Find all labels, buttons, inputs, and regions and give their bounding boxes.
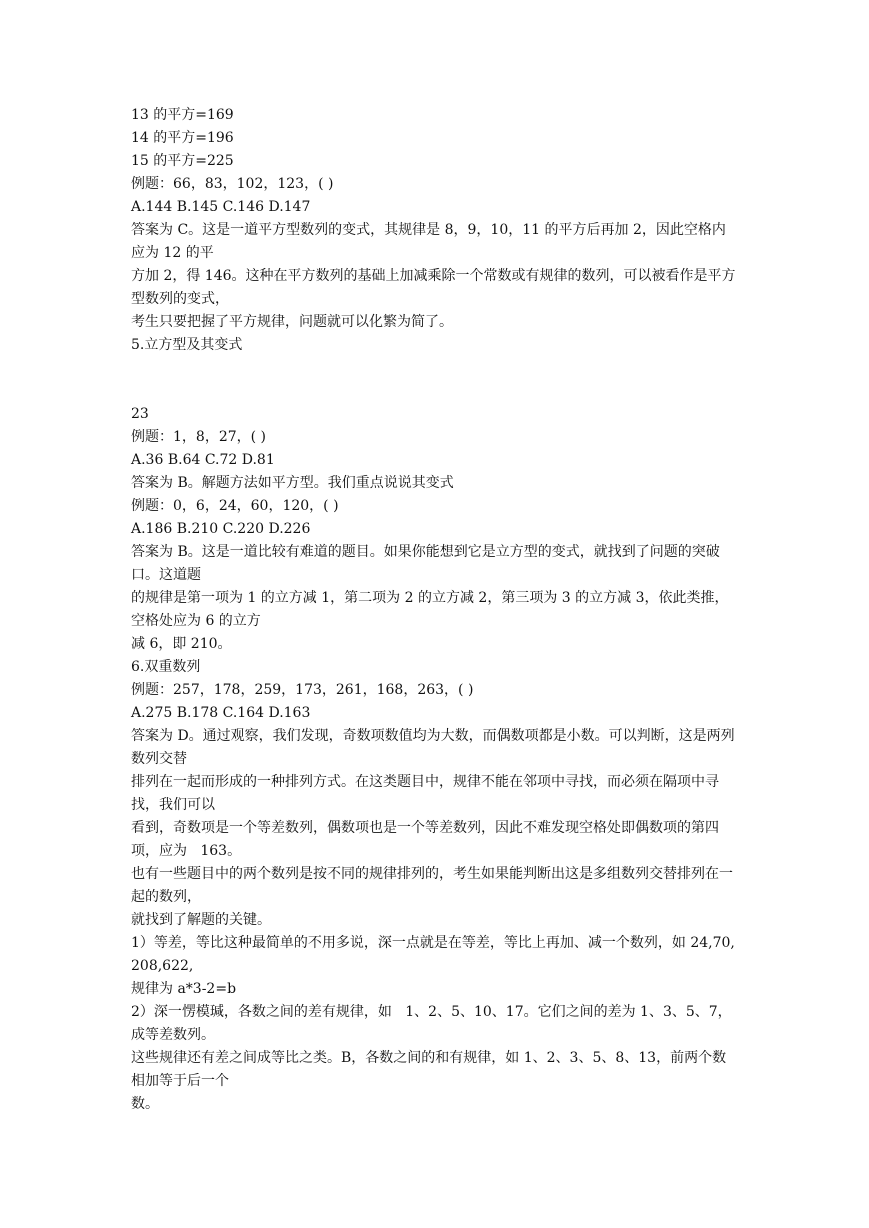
example-question: 例题：257，178，259，173，261，168，263，( ): [131, 682, 474, 698]
answer-explanation: 的规律是第一项为 1 的立方减 1，第二项为 2 的立方减 2，第三项为 3 的立方减 3，依此类推，空格处应为 6 的立方: [131, 590, 729, 629]
text-line: 减 6，即 210。: [131, 636, 232, 652]
answer-options: A.275 B.178 C.164 D.163: [131, 705, 311, 721]
formula-fragment: 23: [131, 406, 149, 422]
text-line: 数。: [131, 1096, 159, 1112]
text-line: 就找到了解题的关键。: [131, 912, 271, 928]
example-question: 例题：0，6，24，60，120，( ): [131, 498, 339, 514]
text-line: 14 的平方=196: [131, 130, 234, 146]
text-line: 15 的平方=225: [131, 153, 234, 169]
answer-explanation: 答案为 C。这是一道平方型数列的变式，其规律是 8，9，10，11 的平方后再加 2，因此空格内应为 12 的平: [131, 222, 726, 261]
answer-options: A.144 B.145 C.146 D.147: [131, 199, 311, 215]
answer-options: A.186 B.210 C.220 D.226: [131, 521, 311, 537]
text-line: 考生只要把握了平方规律，问题就可以化繁为简了。: [131, 314, 453, 330]
answer-explanation: 看到，奇数项是一个等差数列，偶数项也是一个等差数列，因此不难发现空格处即偶数项的第四项，应为 163。: [131, 820, 719, 859]
rule-item: 2）深一愣模瑊，各数之间的差有规律，如 1、2、5、10、17。它们之间的差为 1、3、5、7，成等差数列。: [131, 1004, 732, 1043]
answer-explanation: 排列在一起而形成的一种排列方式。在这类题目中，规律不能在邻项中寻找，而必须在隔项中寻找，我们可以: [131, 774, 719, 813]
answer-explanation: 答案为 B。解题方法如平方型。我们重点说说其变式: [131, 475, 454, 491]
text-line: 13 的平方=169: [131, 107, 234, 123]
answer-options: A.36 B.64 C.72 D.81: [131, 452, 275, 468]
section-heading: 5.立方型及其变式: [131, 337, 243, 353]
rule-formula: 规律为 a*3-2=b: [131, 981, 237, 997]
answer-explanation: 答案为 B。这是一道比较有难道的题目。如果你能想到它是立方型的变式，就找到了问题的突破口。这道题: [131, 544, 720, 583]
blank-gap: [131, 357, 739, 403]
answer-explanation: 答案为 D。通过观察，我们发现，奇数项数值均为大数，而偶数项都是小数。可以判断，这是两列数列交替: [131, 728, 735, 767]
example-question: 例题：66，83，102，123，( ): [131, 176, 334, 192]
text-line: 这些规律还有差之间成等比之类。B，各数之间的和有规律，如 1、2、3、5、8、13，前两个数相加等于后一个: [131, 1050, 727, 1089]
document-body: [131, 104, 739, 1116]
section-heading: 6.双重数列: [131, 659, 201, 675]
rule-item: 1）等差，等比这种最简单的不用多说，深一点就是在等差，等比上再加、减一个数列，如 24,70,208,622,: [131, 935, 735, 974]
text-line: 也有一些题目中的两个数列是按不同的规律排列的，考生如果能判断出这是多组数列交替排列在一起的数列，: [131, 866, 733, 905]
answer-explanation: 方加 2，得 146。这种在平方数列的基础上加减乘除一个常数或有规律的数列，可以被看作是平方型数列的变式，: [131, 268, 736, 307]
example-question: 例题：1，8，27，( ): [131, 429, 267, 445]
